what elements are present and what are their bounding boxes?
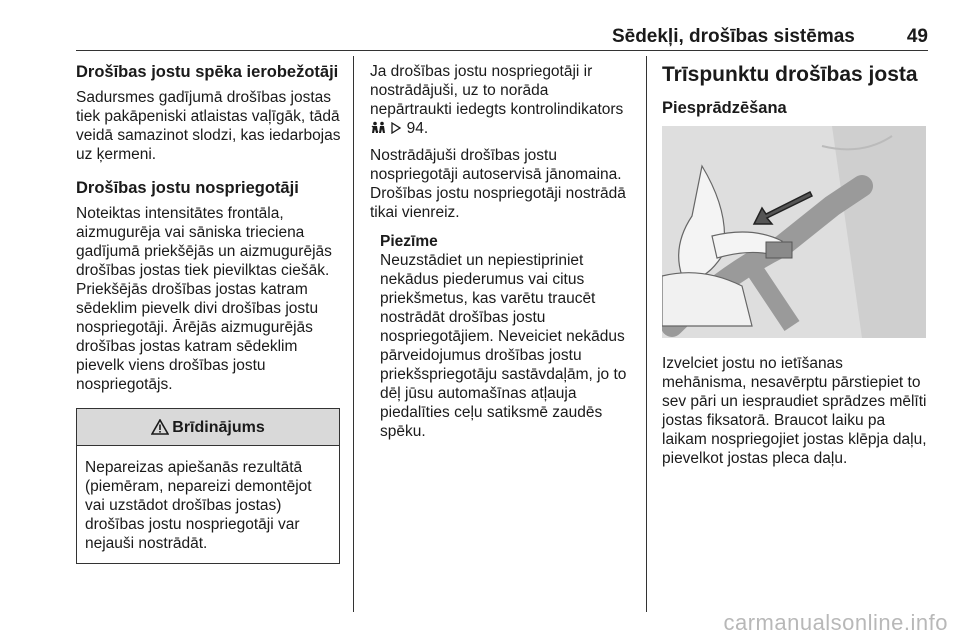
seatbelt-indicator-icon <box>370 121 386 135</box>
header-rule <box>76 50 928 51</box>
note-text: Neuzstādiet un nepiestipriniet nekādus piederumus vai citus priekšmetus, kas varētu traucēt nostrādāt drošības jostu nospriegotājiem. Neveiciet nekādus pārveidojumus drošības jostu priekšspriegotāju sastāvdaļām, jo to dēļ jūsu automašīnas atļauja piedalīties ceļu satiksmē zaudēs spēku. <box>380 252 627 440</box>
page-number: 49 <box>906 26 928 47</box>
column-middle <box>370 62 632 441</box>
warning-header <box>77 409 339 446</box>
paragraph: Izvelciet jostu no ietīšanas mehānisma, nesavērptu pārstiepiet to sev pāri un iespraudiet sprādzes mēlīti jostas fiksatorā. Braucot laiku pa laikam nospriegojiet jostas klēpja daļu, pievelkot jostas pleca daļu. <box>662 355 927 467</box>
warning-text: Nepareizas apiešanās rezultātā (piemēram, nepareizi demontējot vai uzstādot drošības jostas) drošības jostu nospriegotāji var nejauši nostrādāt. <box>85 459 312 552</box>
note-title: Piezīme <box>380 233 438 250</box>
heading-pretensioners: Drošības jostu nospriegotāji <box>76 179 299 197</box>
watermark: carmanualsonline.info <box>723 610 948 635</box>
paragraph: Sadursmes gadījumā drošības jostas tiek pakāpeniski atlaistas vaļīgāk, tādā veidā samazinot slodzi, kas iedarbojas uz ķermeni. <box>76 89 341 163</box>
warning-triangle-icon <box>151 419 169 435</box>
warning-box <box>76 408 340 564</box>
paragraph: Nostrādājuši drošības jostu nospriegotāji autoservisā jānomaina. Drošības jostu nospriegotāji nostrādā tikai vienreiz. <box>370 147 626 221</box>
section-title: Sēdekļi, drošības sistēmas <box>611 26 855 47</box>
heading-force-limiters: Drošības jostu spēka ierobežotāji <box>76 63 339 81</box>
page-reference: 94. <box>406 120 429 137</box>
paragraph: Ja drošības jostu nospriegotāji ir nostrādājuši, uz to norāda nepārtraukti iedegts kontrolindikators 94. <box>370 63 624 137</box>
paragraph: Noteiktas intensitātes frontāla, aizmugurēja vai sāniska trieciena gadījumā priekšējās un aizmugurējās drošības jostas tiek pievilktas ciešāk. Priekšējās drošības jostas katram sēdeklim pievelk divi drošības jostu nospriegotāji. Ārējās aizmugurējās drošības jostas katram sēdeklim pievelk viens drošības jostu nospriegotājs. <box>76 205 332 393</box>
column-left <box>76 62 342 564</box>
heading-three-point-belt: Trīspunktu drošības josta <box>662 63 918 86</box>
subheading-fastening: Piesprādzēšana <box>662 99 787 117</box>
seatbelt-illustration <box>662 126 926 338</box>
page-header <box>76 26 928 48</box>
column-right <box>662 62 928 476</box>
column-divider <box>646 56 647 612</box>
column-divider <box>353 56 354 612</box>
note-block <box>380 232 632 441</box>
seatbelt-fastening-image <box>662 126 926 338</box>
page-reference-arrow-icon <box>390 122 402 134</box>
warning-title: Brīdinājums <box>172 418 265 436</box>
